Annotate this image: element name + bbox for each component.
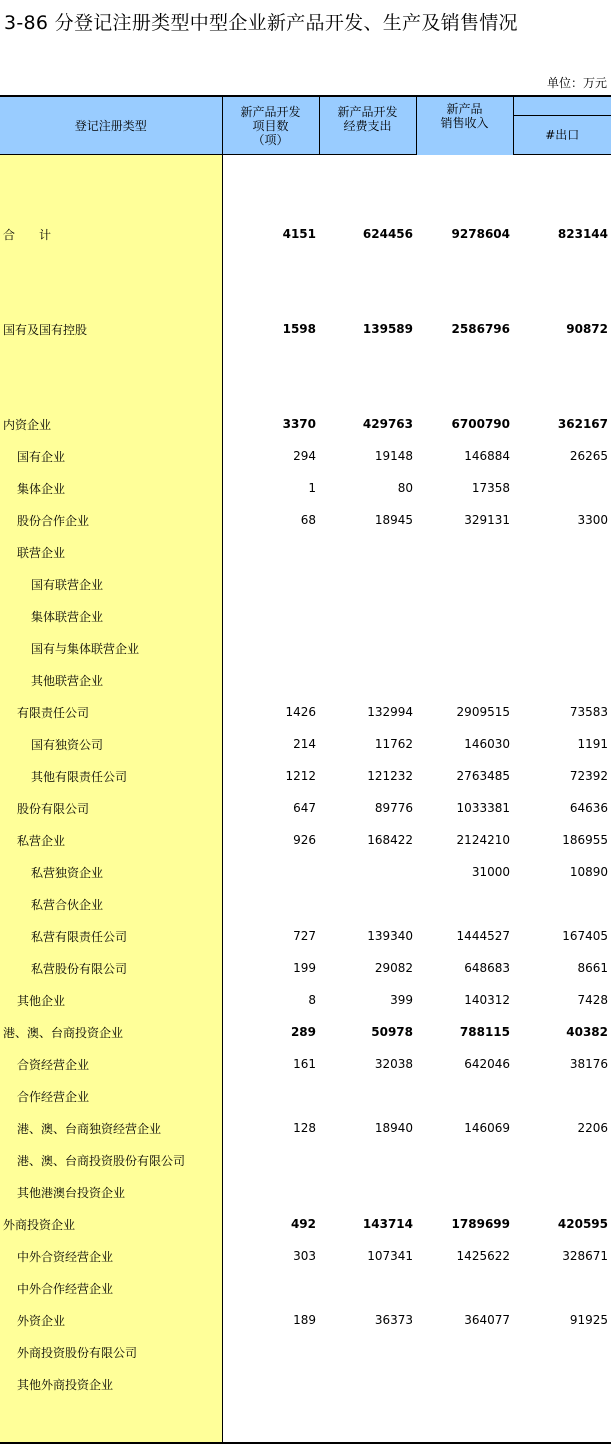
cell-value: 186955 (562, 833, 608, 847)
table-row (0, 1176, 611, 1208)
cell-value: 31000 (471, 865, 510, 879)
cell-value (319, 1368, 416, 1400)
cell-value (513, 1368, 611, 1400)
cell-value: 294 (293, 449, 316, 463)
cell-value (222, 1336, 319, 1368)
spacer-cell (319, 1400, 416, 1443)
spacer-cell (416, 155, 513, 219)
cell-value: 642046 (464, 1057, 510, 1071)
spacer-cell (416, 345, 513, 408)
cell-value: 140312 (464, 993, 510, 1007)
spacer-cell (222, 250, 319, 313)
spacer-cell (0, 155, 222, 219)
cell-value: 161 (293, 1057, 316, 1071)
cell-value: 4151 (282, 227, 316, 241)
spacer-cell (0, 345, 222, 408)
cell-value: 2586796 (451, 322, 510, 336)
cell-value (513, 1336, 611, 1368)
table-row (0, 1368, 611, 1400)
cell-value: 1 (308, 481, 316, 495)
table-row (0, 536, 611, 568)
table-row (0, 1112, 611, 1144)
table-row (0, 1016, 611, 1048)
row-label: 私营独资企业 (0, 856, 222, 888)
spacer-cell (513, 1400, 611, 1443)
cell-value: 727 (293, 929, 316, 943)
cell-value (513, 888, 611, 920)
cell-value (319, 536, 416, 568)
cell-value: 17358 (471, 481, 510, 495)
table-row (0, 888, 611, 920)
header-spacer (513, 96, 611, 116)
table-row (0, 760, 611, 792)
cell-value: 1191 (577, 737, 608, 751)
cell-value: 40382 (566, 1025, 608, 1039)
cell-value: 73583 (569, 705, 608, 719)
spacer-row (0, 250, 611, 313)
cell-value: 146030 (464, 737, 510, 751)
cell-value: 1425622 (456, 1249, 510, 1263)
cell-value (222, 856, 319, 888)
row-label: 国有与集体联营企业 (0, 632, 222, 664)
row-label: 有限责任公司 (0, 696, 222, 728)
cell-value: 167405 (562, 929, 608, 943)
cell-value: 328671 (562, 1249, 608, 1263)
cell-value: 68 (300, 513, 316, 527)
cell-value (416, 600, 513, 632)
header-projects-label: 新产品开发 项目数 （项） (240, 104, 301, 147)
spacer-cell (513, 345, 611, 408)
cell-value (222, 1272, 319, 1304)
spacer-cell (222, 155, 319, 219)
spacer-cell (319, 345, 416, 408)
cell-value: 1444527 (456, 929, 510, 943)
cell-value (513, 1272, 611, 1304)
cell-value: 2763485 (456, 769, 510, 783)
row-label: 外商投资企业 (0, 1208, 222, 1240)
cell-value: 823144 (557, 227, 608, 241)
cell-value (416, 536, 513, 568)
cell-value: 647 (293, 801, 316, 815)
cell-value: 362167 (557, 417, 608, 431)
row-label: 国有及国有控股 (0, 313, 222, 345)
cell-value: 18945 (374, 513, 413, 527)
cell-value: 289 (290, 1025, 316, 1039)
cell-value (416, 1336, 513, 1368)
spacer-row (0, 155, 611, 219)
cell-value: 329131 (464, 513, 510, 527)
row-label: 国有联营企业 (0, 568, 222, 600)
cell-value: 29082 (374, 961, 413, 975)
table-row (0, 696, 611, 728)
spacer-cell (416, 250, 513, 313)
row-label: 港、澳、台商投资股份有限公司 (0, 1144, 222, 1176)
cell-value (319, 568, 416, 600)
header-registration-type: 登记注册类型 (0, 96, 222, 155)
table-row (0, 1144, 611, 1176)
cell-value: 132994 (367, 705, 413, 719)
cell-value: 492 (290, 1217, 316, 1231)
row-label: 合 计 (0, 218, 222, 250)
row-label: 股份有限公司 (0, 792, 222, 824)
table-row (0, 568, 611, 600)
cell-value: 143714 (362, 1217, 413, 1231)
cell-value: 32038 (374, 1057, 413, 1071)
cell-value: 2909515 (456, 705, 510, 719)
table-row (0, 504, 611, 536)
cell-value: 2124210 (456, 833, 510, 847)
cell-value (222, 632, 319, 664)
cell-value: 121232 (367, 769, 413, 783)
row-label: 其他联营企业 (0, 664, 222, 696)
cell-value: 6700790 (451, 417, 510, 431)
cell-value: 50978 (371, 1025, 413, 1039)
table-row (0, 1304, 611, 1336)
cell-value (222, 1144, 319, 1176)
row-label: 私营有限责任公司 (0, 920, 222, 952)
row-label: 其他有限责任公司 (0, 760, 222, 792)
table-row (0, 1048, 611, 1080)
cell-value: 399 (390, 993, 413, 1007)
spacer-cell (513, 155, 611, 219)
spacer-row (0, 1400, 611, 1443)
cell-value (513, 1176, 611, 1208)
cell-value (319, 1336, 416, 1368)
cell-value (416, 632, 513, 664)
cell-value (222, 1176, 319, 1208)
table-row (0, 856, 611, 888)
cell-value (416, 664, 513, 696)
cell-value: 107341 (367, 1249, 413, 1263)
cell-value: 199 (293, 961, 316, 975)
table-row (0, 600, 611, 632)
cell-value: 1426 (285, 705, 316, 719)
cell-value: 214 (293, 737, 316, 751)
unit-label: 单位：万元 (546, 76, 607, 90)
table-row (0, 1080, 611, 1112)
cell-value (416, 1176, 513, 1208)
cell-value (319, 856, 416, 888)
row-label: 国有独资公司 (0, 728, 222, 760)
row-label: 集体联营企业 (0, 600, 222, 632)
cell-value: 788115 (459, 1025, 510, 1039)
cell-value: 128 (293, 1121, 316, 1135)
cell-value: 8 (308, 993, 316, 1007)
cell-value: 1033381 (456, 801, 510, 815)
cell-value (513, 600, 611, 632)
row-label: 其他港澳台投资企业 (0, 1176, 222, 1208)
cell-value (222, 568, 319, 600)
header-expenditure-label: 新产品开发 经费支出 (337, 104, 398, 133)
row-label: 合作经营企业 (0, 1080, 222, 1112)
cell-value (416, 1080, 513, 1112)
spacer-cell (0, 1400, 222, 1443)
cell-value (513, 1080, 611, 1112)
cell-value: 91925 (569, 1313, 608, 1327)
row-label: 集体企业 (0, 472, 222, 504)
cell-value: 303 (293, 1249, 316, 1263)
table-row (0, 952, 611, 984)
cell-value: 1598 (282, 322, 316, 336)
cell-value: 1212 (285, 769, 316, 783)
table-row (0, 920, 611, 952)
table-row (0, 440, 611, 472)
cell-value: 624456 (362, 227, 413, 241)
cell-value: 11762 (374, 737, 413, 751)
cell-value: 3300 (577, 513, 608, 527)
cell-value: 9278604 (451, 227, 510, 241)
cell-value: 648683 (464, 961, 510, 975)
table-row (0, 1272, 611, 1304)
spacer-cell (0, 250, 222, 313)
cell-value: 146884 (464, 449, 510, 463)
cell-value (319, 888, 416, 920)
row-label: 联营企业 (0, 536, 222, 568)
cell-value (222, 664, 319, 696)
cell-value: 10890 (569, 865, 608, 879)
cell-value (319, 1144, 416, 1176)
row-label: 外资企业 (0, 1304, 222, 1336)
header-sales-label: 新产品 销售收入 (440, 102, 489, 130)
table-header (0, 96, 611, 155)
header-export: #出口 (513, 116, 611, 155)
spacer-row (0, 345, 611, 408)
table-row (0, 632, 611, 664)
table-row (0, 408, 611, 440)
cell-value: 146069 (464, 1121, 510, 1135)
cell-value (513, 568, 611, 600)
row-label: 私营企业 (0, 824, 222, 856)
cell-value: 926 (293, 833, 316, 847)
table-row (0, 1208, 611, 1240)
cell-value: 364077 (464, 1313, 510, 1327)
cell-value (513, 1144, 611, 1176)
cell-value (319, 1272, 416, 1304)
row-label: 私营合伙企业 (0, 888, 222, 920)
cell-value (416, 888, 513, 920)
table-row (0, 984, 611, 1016)
cell-value (513, 536, 611, 568)
cell-value: 139589 (362, 322, 413, 336)
table-row (0, 218, 611, 250)
cell-value (222, 1080, 319, 1112)
cell-value: 80 (397, 481, 413, 495)
cell-value (319, 600, 416, 632)
table-row (0, 472, 611, 504)
cell-value (416, 1368, 513, 1400)
cell-value: 168422 (367, 833, 413, 847)
cell-value (513, 632, 611, 664)
table-row (0, 824, 611, 856)
cell-value (513, 664, 611, 696)
header-sales (416, 96, 513, 155)
spacer-cell (319, 250, 416, 313)
cell-value: 1789699 (451, 1217, 510, 1231)
cell-value (222, 536, 319, 568)
row-label: 其他外商投资企业 (0, 1368, 222, 1400)
row-label: 股份合作企业 (0, 504, 222, 536)
cell-value (222, 888, 319, 920)
cell-value: 420595 (557, 1217, 608, 1231)
cell-value (416, 1144, 513, 1176)
table-row (0, 1240, 611, 1272)
table-body (0, 155, 611, 1444)
cell-value: 2206 (577, 1121, 608, 1135)
cell-value: 3370 (282, 417, 316, 431)
row-label: 中外合作经营企业 (0, 1272, 222, 1304)
statistics-table (0, 95, 611, 1444)
row-label: 私营股份有限公司 (0, 952, 222, 984)
header-projects (222, 96, 319, 155)
table-row (0, 1336, 611, 1368)
spacer-cell (222, 1400, 319, 1443)
table-row (0, 664, 611, 696)
row-label: 内资企业 (0, 408, 222, 440)
cell-value: 72392 (569, 769, 608, 783)
spacer-cell (222, 345, 319, 408)
row-label: 外商投资股份有限公司 (0, 1336, 222, 1368)
spacer-cell (513, 250, 611, 313)
table-row (0, 792, 611, 824)
cell-value (319, 1080, 416, 1112)
cell-value: 429763 (362, 417, 413, 431)
cell-value (513, 472, 611, 504)
cell-value: 38176 (569, 1057, 608, 1071)
table-title: 3-86 分登记注册类型中型企业新产品开发、生产及销售情况 (4, 12, 518, 34)
cell-value: 64636 (569, 801, 608, 815)
row-label: 港、澳、台商独资经营企业 (0, 1112, 222, 1144)
cell-value: 36373 (374, 1313, 413, 1327)
row-label: 其他企业 (0, 984, 222, 1016)
row-label: 国有企业 (0, 440, 222, 472)
cell-value (416, 568, 513, 600)
cell-value: 26265 (569, 449, 608, 463)
cell-value (416, 1272, 513, 1304)
header-expenditure (319, 96, 416, 155)
cell-value: 7428 (577, 993, 608, 1007)
cell-value (319, 664, 416, 696)
cell-value (319, 632, 416, 664)
row-label: 合资经营企业 (0, 1048, 222, 1080)
cell-value: 18940 (374, 1121, 413, 1135)
cell-value: 89776 (374, 801, 413, 815)
cell-value (222, 600, 319, 632)
spacer-cell (416, 1400, 513, 1443)
cell-value (222, 1368, 319, 1400)
cell-value: 90872 (566, 322, 608, 336)
cell-value: 8661 (577, 961, 608, 975)
table-row (0, 728, 611, 760)
spacer-cell (319, 155, 416, 219)
row-label: 中外合资经营企业 (0, 1240, 222, 1272)
cell-value: 189 (293, 1313, 316, 1327)
table-row (0, 313, 611, 345)
cell-value: 19148 (374, 449, 413, 463)
row-label: 港、澳、台商投资企业 (0, 1016, 222, 1048)
cell-value: 139340 (367, 929, 413, 943)
cell-value (319, 1176, 416, 1208)
